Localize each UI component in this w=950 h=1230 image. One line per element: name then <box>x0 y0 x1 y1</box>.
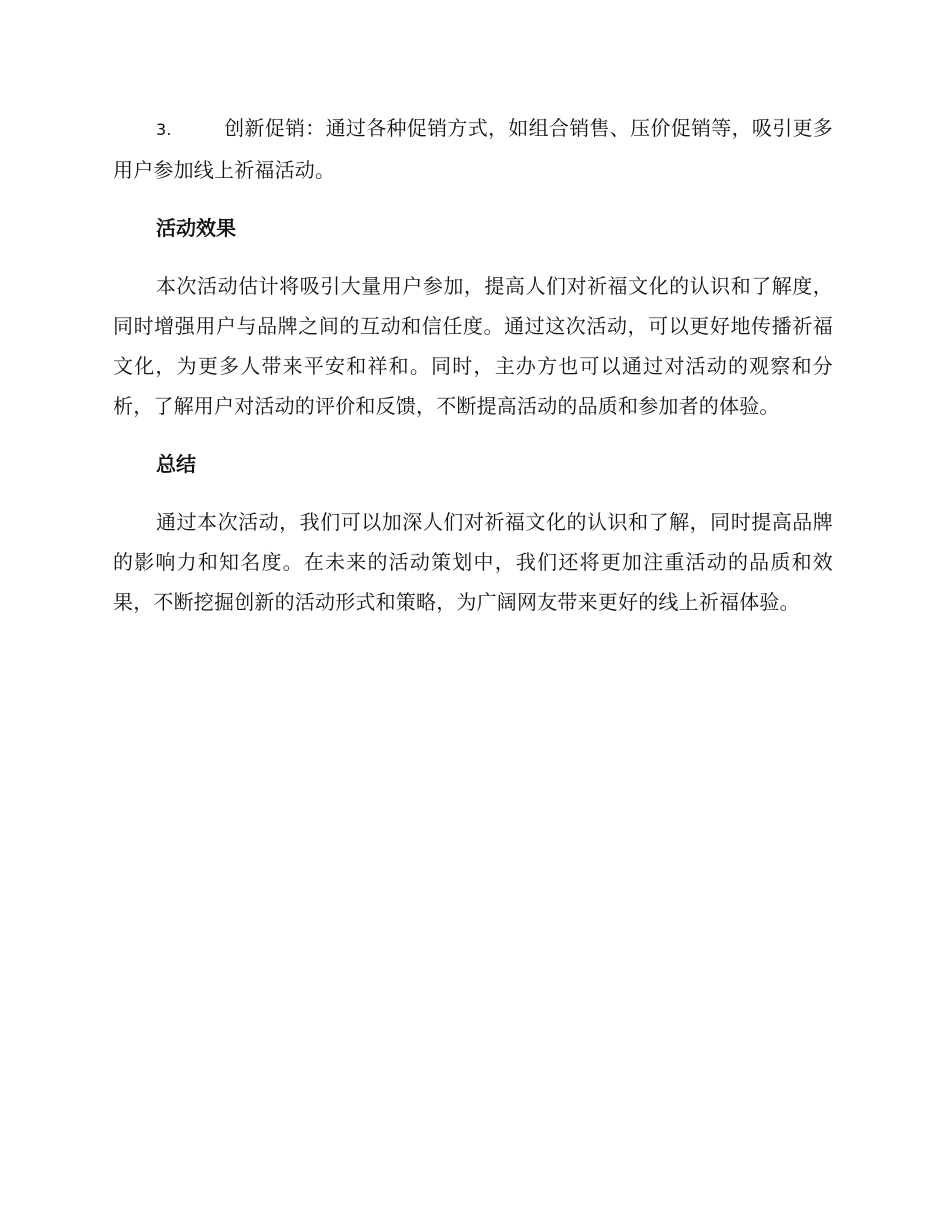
section-heading-effect: 活动效果 <box>156 216 236 240</box>
document-body <box>113 108 833 640</box>
list-item-text: 创新促销：通过各种促销方式，如组合销售、压价促销等，吸引更多用户参加线上祈福活动。 <box>113 116 833 182</box>
list-item-number: 3. <box>156 120 172 139</box>
section-paragraph-summary: 通过本次活动，我们可以加深人们对祈福文化的认识和了解，同时提高品牌的影响力和知名度。在未来的活动策划中，我们还将更加注重活动的品质和效果，不断挖掘创新的活动形式和策略，为广阔网友带来更好的线上祈福体验。 <box>113 510 833 614</box>
list-item-3 <box>113 108 833 190</box>
section-paragraph-effect: 本次活动估计将吸引大量用户参加，提高人们对祈福文化的认识和了解度，同时增强用户与品牌之间的互动和信任度。通过这次活动，可以更好地传播祈福文化，为更多人带来平安和祥和。同时，主办方也可以通过对活动的观察和分析，了解用户对活动的评价和反馈，不断提高活动的品质和参加者的体验。 <box>113 274 833 418</box>
section-heading-summary: 总结 <box>156 452 196 476</box>
